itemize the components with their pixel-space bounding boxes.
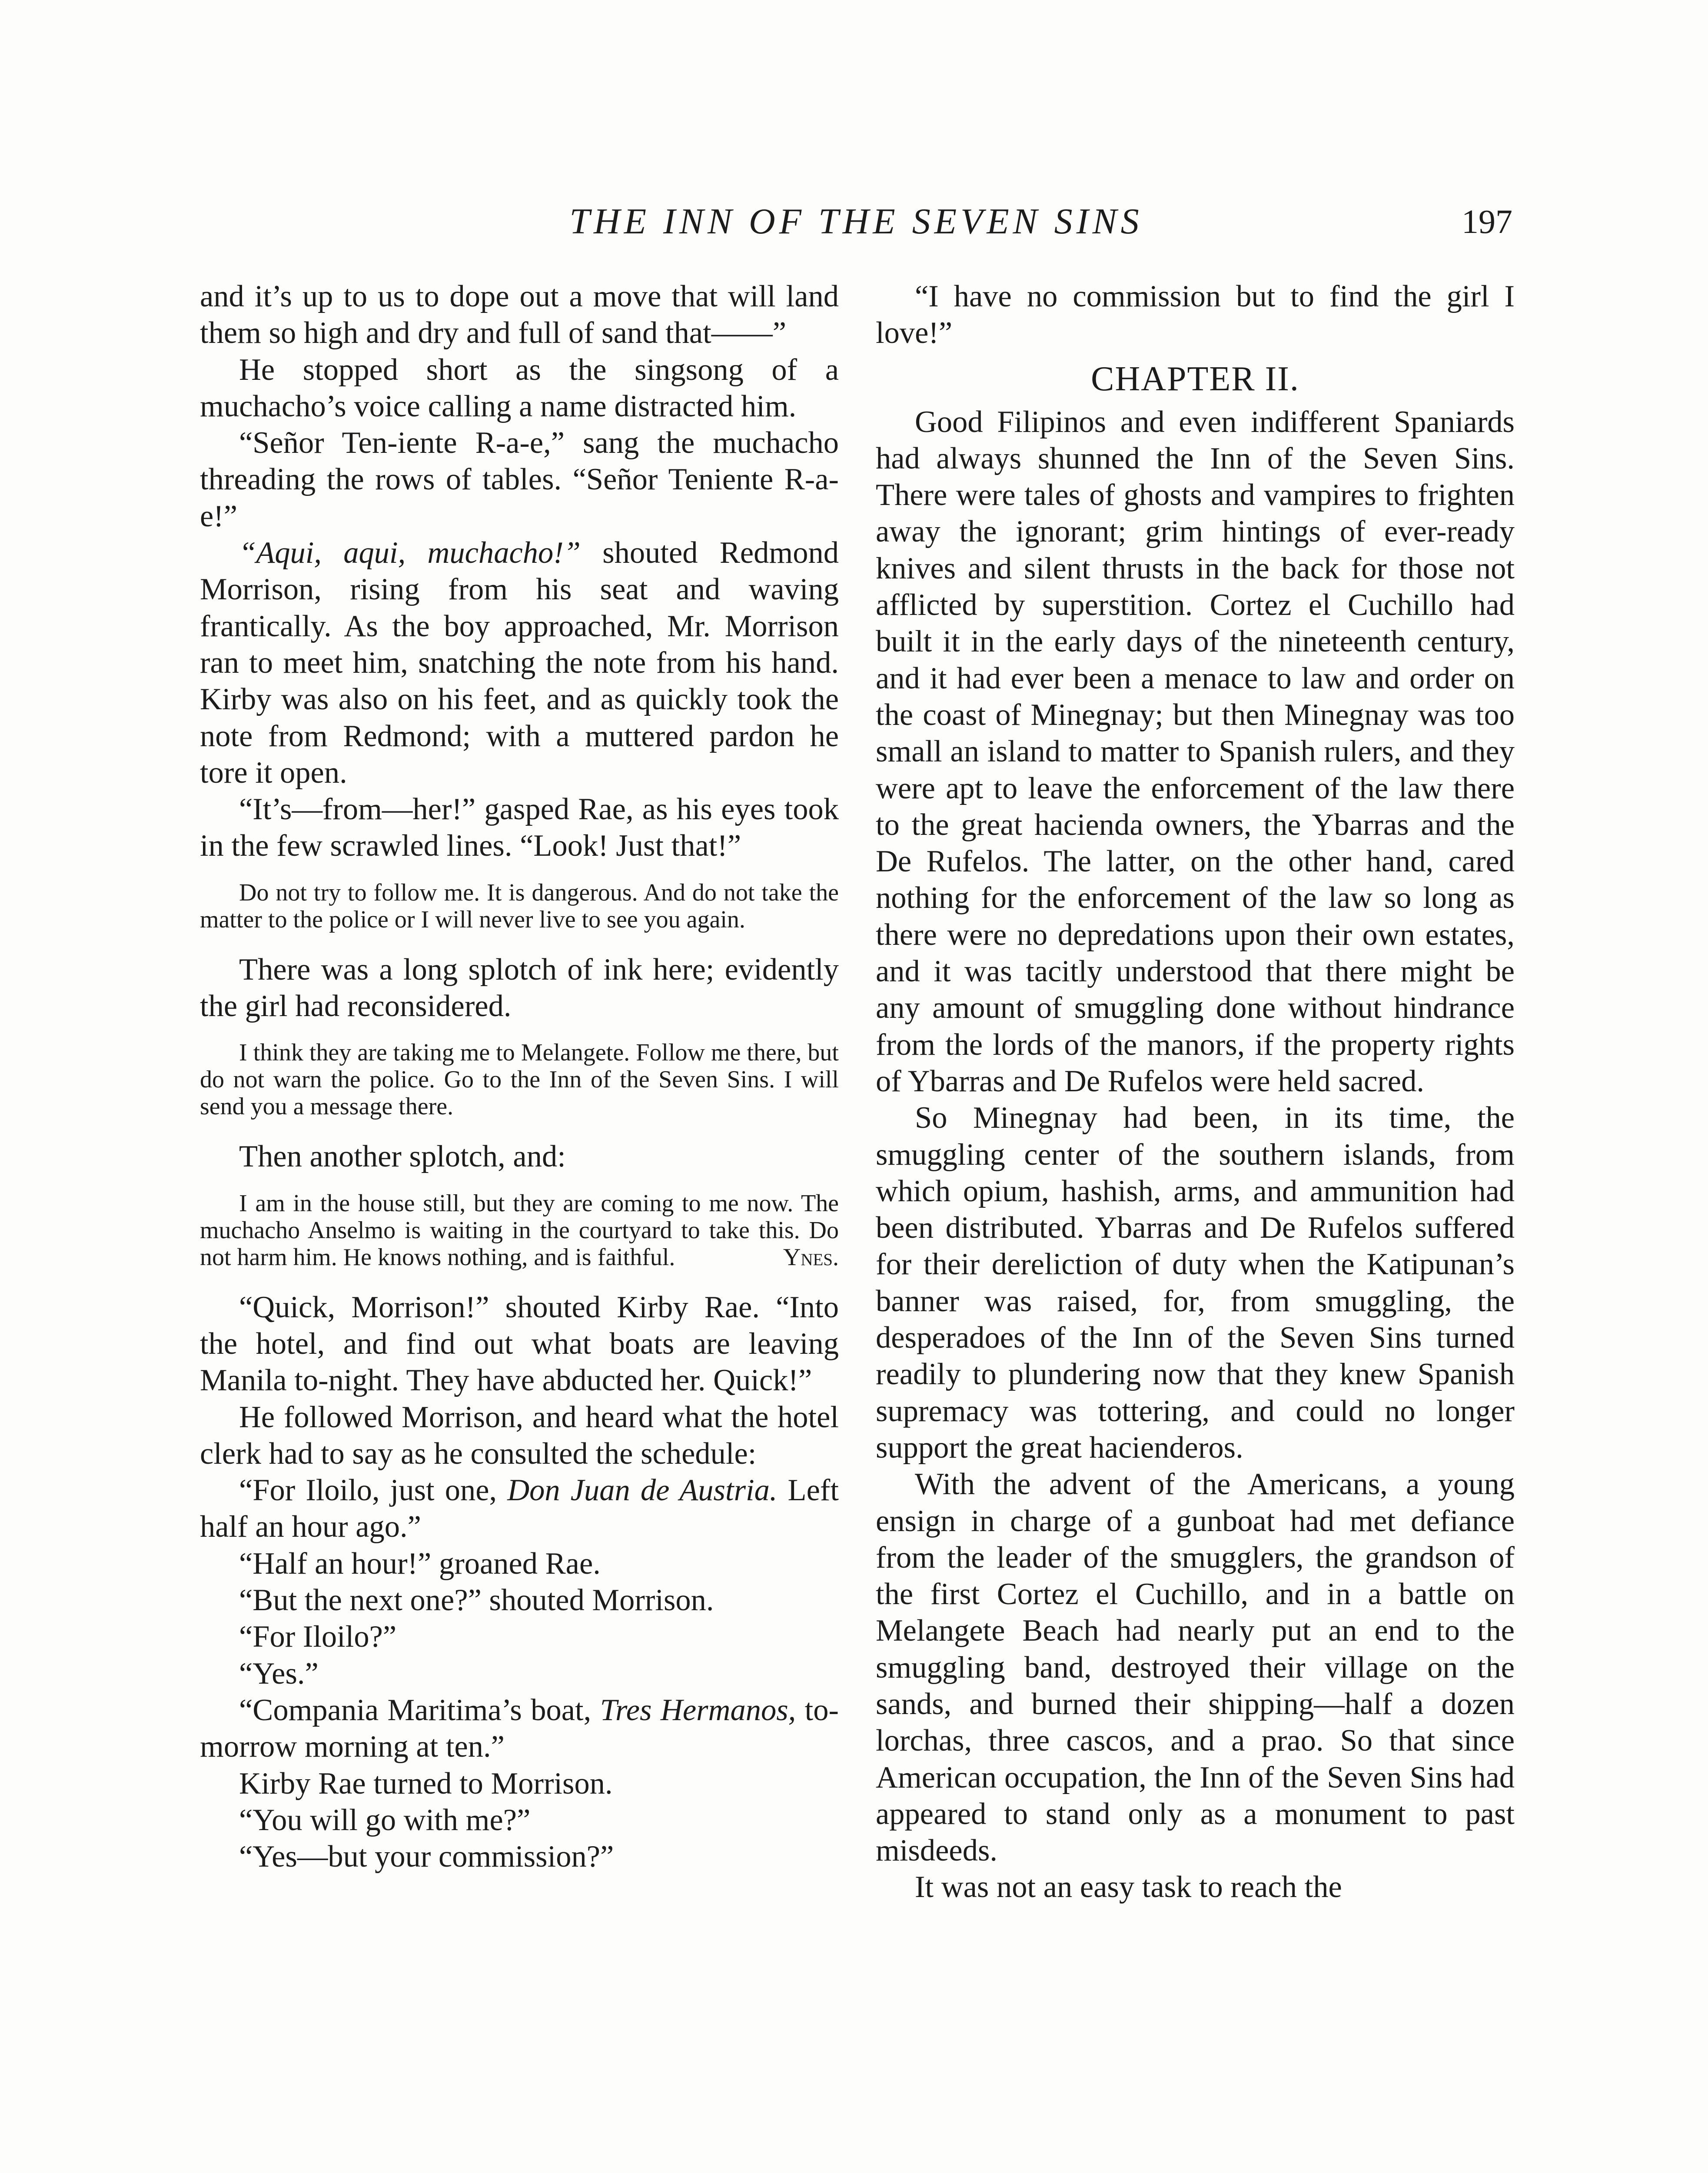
paragraph: “It’s—from—her!” gasped Rae, as his eyes took in the few scrawled lines. “Look! Just that!” <box>200 792 839 863</box>
paragraph: With the advent of the Americans, a young ensign in charge of a gunboat had met defiance from the leader of the smugglers, the grandson of the first Cortez el Cuchillo, and in a battle on Melangete Beach had nearly put an end to the smuggling band, destroyed their village on the sands, and burned their shipping—half a dozen lorchas, three cascos, and a prao. So that since American occupation, the Inn of the Seven Sins had appeared to stand only as a monument to past misdeeds. <box>876 1467 1515 1868</box>
paragraph: “For Iloilo?” <box>239 1620 397 1654</box>
paragraph: “Quick, Morrison!” shouted Kirby Rae. “Into the hotel, and find out what boats are leaving Manila to-night. They have abducted her. Quick!” <box>200 1290 839 1398</box>
paragraph: “But the next one?” shouted Morrison. <box>239 1583 714 1618</box>
letter-excerpt: I think they are taking me to Melangete. Follow me there, but do not warn the police. Go to the Inn of the Seven Sins. I will send you a message there. <box>200 1039 839 1120</box>
paragraph: “I have no commission but to find the girl I love!” <box>876 279 1515 350</box>
paragraph <box>200 1472 839 1545</box>
letter-text: I am in the house still, but they are coming to me now. The muchacho Anselmo is waiting in the courtyard to take this. Do not harm him. He knows nothing, and is faithful. <box>200 1190 839 1271</box>
paragraph: “Señor Ten-iente R-a-e,” sang the muchacho threading the rows of tables. “Señor Teniente R-a-e!” <box>200 426 839 533</box>
chapter-heading: CHAPTER II. <box>1091 359 1299 398</box>
letter-signature: Ynes. <box>783 1243 839 1271</box>
paragraph: He followed Morrison, and heard what the hotel clerk had to say as he consulted the schedule: <box>200 1400 839 1471</box>
paragraph: It was not an easy task to reach the <box>915 1870 1342 1904</box>
paragraph-text: shouted Redmond Morrison, rising from his seat and waving frantically. As the boy approached, Mr. Morrison ran to meet him, snatching the note from his hand. Kirby was also on his feet, and as quickly took the note from Redmond; with a muttered pardon he tore it open. <box>200 536 839 790</box>
paragraph-text: “For Iloilo, just one, <box>239 1473 508 1508</box>
ship-name: Don Juan de Austria. <box>507 1473 778 1508</box>
ship-name: Tres Hermanos, <box>600 1693 796 1727</box>
paragraph-text: Left half an hour ago.” <box>200 1473 839 1544</box>
running-head <box>200 198 1512 250</box>
left-column <box>200 278 839 1875</box>
page-number: 197 <box>1462 203 1512 240</box>
paragraph: Good Filipinos and even indifferent Spaniards had always shunned the Inn of the Seven Sins. There were tales of ghosts and vampires to frighten away the ignorant; grim hintings of ever-ready knives and silent thrusts in the back for those not afflicted by superstition. Cortez el Cuchillo had built it in the early days of the nineteenth century, and it had ever been a menace to law and order on the coast of Minegnay; but then Minegnay was too small an island to matter to Spanish rulers, and they were apt to leave the enforcement of the law there to the great hacienda owners, the Ybarras and the De Rufelos. The latter, on the other hand, cared nothing for the enforcement of the law so long as there were no depredations upon their own estates, and it was tacitly understood that there might be any amount of smuggling done without hindrance from the lords of the manors, if the property rights of Ybarras and De Rufelos were held sacred. <box>876 405 1515 1098</box>
paragraph: Then another splotch, and: <box>239 1140 566 1174</box>
paragraph: He stopped short as the singsong of a muchacho’s voice calling a name distracted him. <box>200 352 839 423</box>
right-column <box>876 278 1515 1906</box>
paragraph: “Yes.” <box>239 1656 319 1691</box>
paragraph <box>200 1692 839 1765</box>
paragraph: “You will go with me?” <box>239 1803 531 1837</box>
paragraph <box>200 535 839 791</box>
paragraph: and it’s up to us to dope out a move that will land them so high and dry and full of sand that——” <box>200 279 839 350</box>
running-title: THE INN OF THE SEVEN SINS <box>569 201 1143 242</box>
italic-exclamation: “Aqui, aqui, muchacho!” <box>239 536 581 570</box>
letter-excerpt: Do not try to follow me. It is dangerous. And do not take the matter to the police or I will never live to see you again. <box>200 879 839 933</box>
letter-excerpt <box>200 1190 839 1271</box>
paragraph: “Yes—but your commission?” <box>239 1840 614 1874</box>
paragraph: Kirby Rae turned to Morrison. <box>239 1766 613 1801</box>
paragraph: “Half an hour!” groaned Rae. <box>239 1546 601 1581</box>
paragraph: So Minegnay had been, in its time, the smuggling center of the southern islands, from which opium, hashish, arms, and ammunition had been distributed. Ybarras and De Rufelos suffered for their dereliction of duty when the Katipunan’s banner was raised, for, from smuggling, the desperadoes of the Inn of the Seven Sins turned readily to plundering now that they knew Spanish supremacy was tottering, and could no longer support the great hacienderos. <box>876 1101 1515 1465</box>
paragraph-text: “Compania Maritima’s boat, <box>239 1693 600 1727</box>
paragraph-text: to-morrow morning at ten.” <box>200 1693 839 1764</box>
paragraph: There was a long splotch of ink here; evidently the girl had reconsidered. <box>200 952 839 1023</box>
